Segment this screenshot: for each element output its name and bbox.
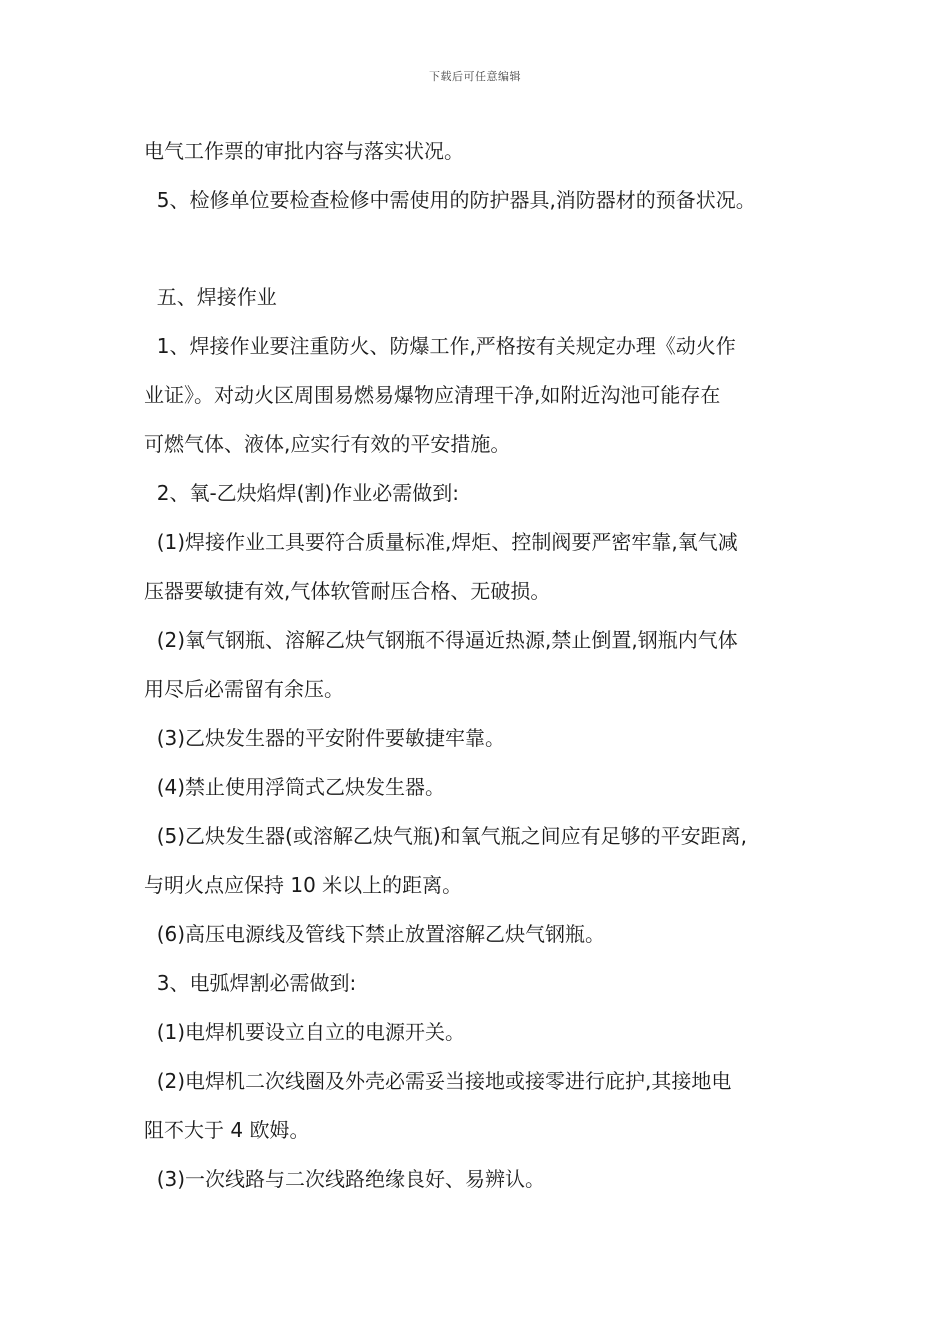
paragraph-line: 可燃气体、液体,应实行有效的平安措施。 — [144, 432, 511, 456]
paragraph-line: (2)氧气钢瓶、溶解乙炔气钢瓶不得逼近热源,禁止倒置,钢瓶内气体 — [144, 628, 738, 652]
paragraph-line: 1、焊接作业要注重防火、防爆工作,严格按有关规定办理《动火作 — [144, 334, 736, 358]
paragraph-line: 5、检修单位要检查检修中需使用的防护器具,消防器材的预备状况。 — [144, 188, 756, 212]
paragraph-line: 压器要敏捷有效,气体软管耐压合格、无破损。 — [144, 579, 551, 603]
section-heading: 五、焊接作业 — [144, 285, 277, 309]
paragraph-line: 2、氧-乙炔焰焊(割)作业必需做到: — [144, 481, 459, 505]
paragraph-line: (4)禁止使用浮筒式乙炔发生器。 — [144, 775, 446, 799]
blank-line — [144, 231, 824, 279]
page-header-note: 下载后可任意编辑 — [429, 70, 521, 83]
paragraph-line: 电气工作票的审批内容与落实状况。 — [144, 139, 464, 163]
paragraph-line: 3、电弧焊割必需做到: — [144, 971, 357, 995]
paragraph-line: (3)乙炔发生器的平安附件要敏捷牢靠。 — [144, 726, 506, 750]
paragraph-line: (2)电焊机二次线圈及外壳必需妥当接地或接零进行庇护,其接地电 — [144, 1069, 732, 1093]
paragraph-line: (6)高压电源线及管线下禁止放置溶解乙炔气钢瓶。 — [144, 922, 606, 946]
paragraph-line: 用尽后必需留有余压。 — [144, 677, 344, 701]
paragraph-line: 阻不大于 4 欧姆。 — [144, 1118, 310, 1142]
paragraph-line: (1)焊接作业工具要符合质量标准,焊炬、控制阀要严密牢靠,氧气减 — [144, 530, 738, 554]
paragraph-line: (5)乙炔发生器(或溶解乙炔气瓶)和氧气瓶之间应有足够的平安距离, — [144, 824, 748, 848]
paragraph-line: 与明火点应保持 10 米以上的距离。 — [144, 873, 463, 897]
paragraph-line: (1)电焊机要设立自立的电源开关。 — [144, 1020, 466, 1044]
paragraph-line: (3)一次线路与二次线路绝缘良好、易辨认。 — [144, 1167, 546, 1191]
paragraph-line: 业证》。对动火区周围易燃易爆物应清理干净,如附近沟池可能存在 — [144, 383, 721, 407]
document-body — [144, 133, 824, 1210]
